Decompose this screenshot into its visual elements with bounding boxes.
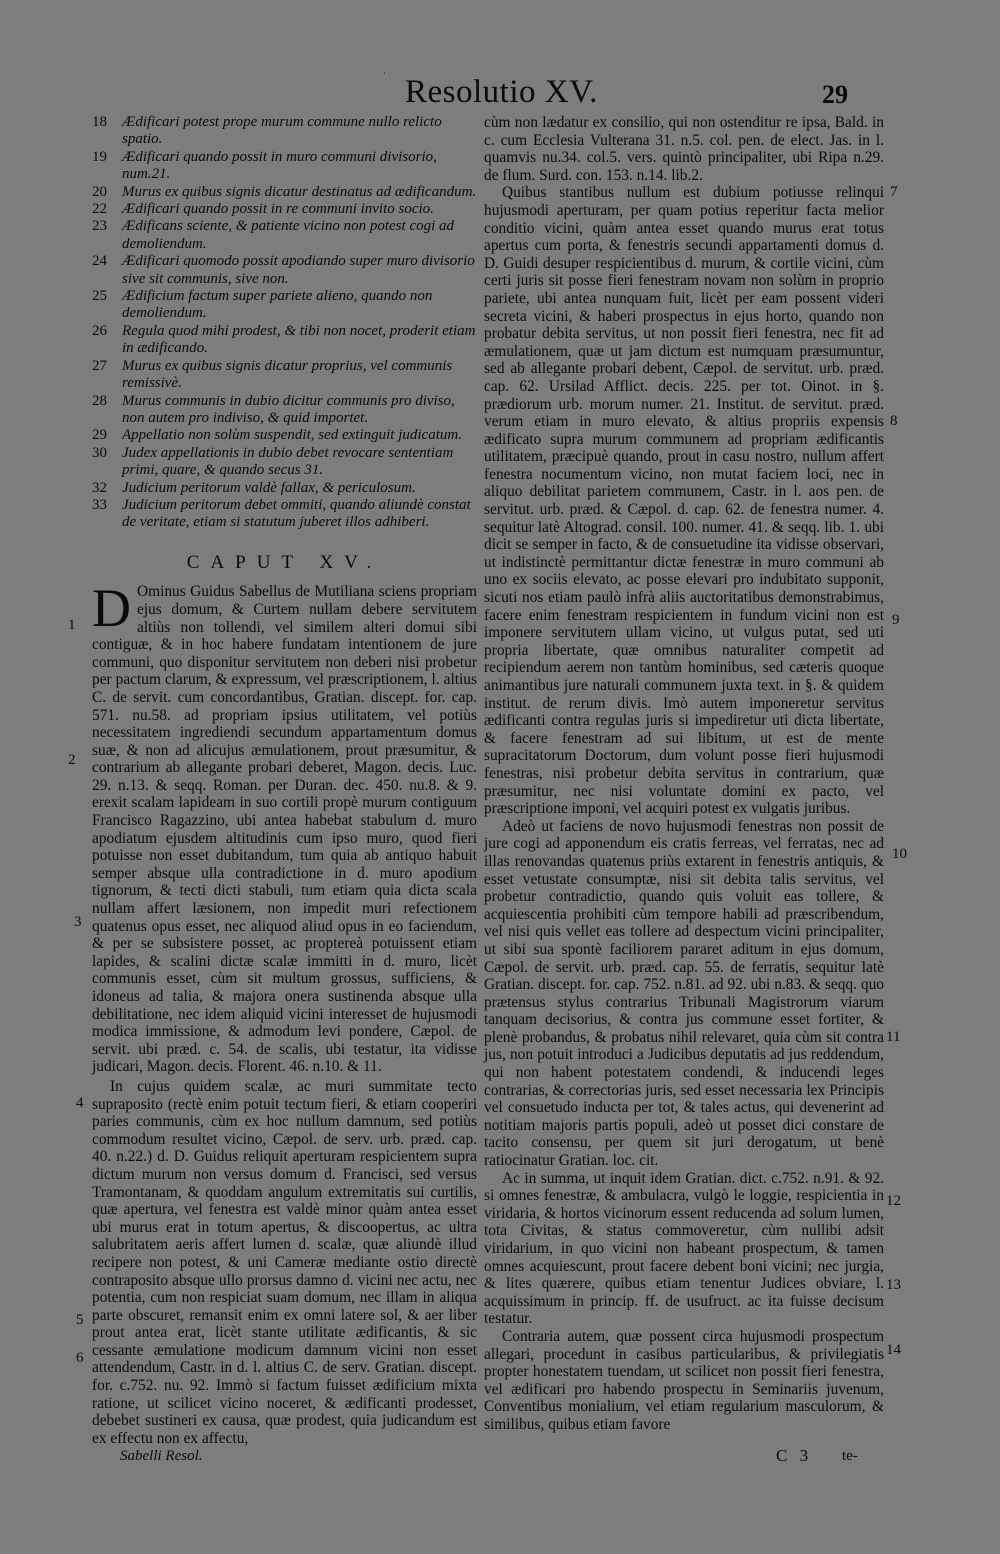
summary-number: 22 <box>92 201 107 218</box>
summary-number: 27 <box>92 357 107 374</box>
body-paragraph: In cujus quidem scalæ, ac muri summitate tecto supraposito (rectè enim potuit tectum fieri, & etiam cooperiri paries communis, cùm ex hoc nullum damnum, sed potiùs commodum resultet vicino, Cæpol. de serv. urb. præd. cap. 40. n.22.) d. D. Guidus reliquit aperturam respicientem supra dictum murum non versus domum d. Francisci, sed versus Tramontanam, & quoddam angulum extremitatis sui curtilis, quæ apertura, vel fenestra est valdè minor quàm antea esset ubi murus erat in totum apertus, & discoopertus, ac ultra salubritatem aeris affert lumen d. scalæ, quæ aliundè illud recipere non potest, & uni Cameræ mediante ostio directè contraposito absque ullo prorsus damno d. vicini nec actu, nec potentia, cum non respiciat suam domum, nec illam in aliqua parte obscuret, remansit enim ex omni latere sol, & aer liber prout antea erat, licèt stante utilitate ædificantis, & sic cessante æmulatione modicum damnum vicini non esset attendendum, Castr. in d. l. altius C. de serv. Gratian. discept. for. c.752. nu. 92. Immò si factum fuisset ædificium mixta ratione, ut scilicet vicino noceret, & ædificanti prodesset, debebet sustineri ex causa, quæ prodest, quia judicandum est ex effectu non ex affectu, <box>92 1077 477 1447</box>
summary-item <box>92 427 477 444</box>
summary-text: Judicium peritorum valdè fallax, & periculosum. <box>122 479 416 496</box>
summary-text: Regula quod mihi prodest, & tibi non nocet, proderit etiam in ædificando. <box>122 322 476 357</box>
right-column <box>484 114 884 1434</box>
summary-number: 26 <box>92 322 107 339</box>
summary-item <box>92 497 477 532</box>
summary-item <box>92 114 477 149</box>
body-paragraph: Quibus stantibus nullum est dubium potiusse relinqui hujusmodi aperturam, per quam potius reperitur facta melior conditio vicini, quàm antea esset quando murus erat totus apertus cum porta, & fenestris secundi appartamenti domus d. D. Guidi desuper respicientibus d. murum, & cortile vicini, cùm certi juris sit posse fieri fenestram novam non solùm in proprio pariete, ubi antea nunquam fuit, licèt per eam possent videri secreta vicini, & haberi prospectus in ejus horto, quando non probatur debita servitus, ut non possit fieri fenestra, nec fit ad æmulationem, quæ ut jam dictum est numquam præsumuntur, sed ab allegante probari debent, Cæpol. de servitut. urb. præd. cap. 62. Ursilad Afflict. decis. 225. per tot. Oinot. in §. prædiorum urb. morum numer. 21. Institut. de servitut. præd. verum etiam in muro elevato, & altius propriis expensis ædificato supra murum communem ad propriam ædificantis utilitatem, præcipuè quando, prout in casu nostro, nullum affert fenestra nocumentum vicino, non mutat faciem loci, nec in aliquo debilitat parietem communem, Castr. in l. aos pen. de servitut. urb. præd. & Cæpol. d. cap. 62. de fenestra numer. 4. sequitur latè Altograd. consil. 100. numer. 41. & seqq. lib. 1. ubi dicit se semper in facto, & de consuetudine ita vidisse observari, ut indistinctè permittantur dictæ fenestræ in muro communi ab uno ex sociis elevato, ac posse elevari pro indubitato supponit, sicuti nos etiam paulò infrà aliis auctoritatibus demonstrabimus, facere enim fenestram respicientem in fundum vicini non est imponere servitutem ullam vicino, ut vulgus putat, sed uti propria libertate, quæ omnibus naturaliter competit ad recipiendum aerem non tantùm hominibus, sed cæteris quoque animantibus jure naturali communem juxta text. in §. & quidem institut. de rerum divis. Imò autem imponeretur servitus ædificanti contra regulas juris si impediretur uti dicta libertate, & facere fenestram ad sui libitum, ut est de mente supracitatorum Doctorum, dum volunt posse fieri hujusmodi fenestras, nisi probetur debita servitus in contrarium, quæ præsumitur, nec nisi voluntate domini ex pacto, vel præscriptione imponi, vel acquiri potest ex vulgatis juribus. <box>484 184 884 818</box>
margin-number: 3 <box>74 914 82 930</box>
summary-number: 33 <box>92 496 107 513</box>
summary-number: 32 <box>92 479 107 496</box>
ornament-speck: . <box>383 66 386 77</box>
margin-number: 11 <box>886 1029 901 1045</box>
signature-line: Sabelli Resol. <box>120 1448 203 1464</box>
summary-number: 29 <box>92 427 107 444</box>
page-number: 29 <box>822 80 848 109</box>
summary-number: 19 <box>92 148 107 165</box>
summary-item <box>92 445 477 480</box>
drop-cap: D <box>92 578 131 639</box>
summary-number: 25 <box>92 288 107 305</box>
paragraph-text: Ominus Guidus Sabellus de Mutiliana sciens propriam ejus domum, & Curtem nullam debere servitutem altiùs non tollendi, vel similem alteri domui sibi contiguæ, & in hoc habere fundatam intentionem de jure communi, quo disponitur servitutem non deberi nisi probetur per pactum clarum, & expressum, vel præscriptionem, l. altius C. de servit. cum concordantibus, Gratian. discept. for. cap. 571. nu.58. ad propriam ipsius utilitatem, vel potiùs necessitatem ingrediendi secundum appartamentum domus suæ, & non ad alicujus æmulationem, prout præsumitur, & contrarium ab allegante probari deberet, Magon. decis. Luc. 29. n.13. & seqq. Roman. per Duran. dec. 450. nu.8. & 9. erexit scalam lapideam in suo cortili propè murum contiguum Francisco Ragazzino, ubi antea habebat stabulum d. muro apodiatum ejusdem altitudinis cum ipso muro, quod fieri potuisse non esset dubitandum, tum quia ab antiquo habuit semper absque ulla contradictione in d. muro apodium tignorum, & tecti dicti stabuli, tum etiam quia dicta scala nullam affert læsionem, non impedit muri refectionem quatenus opus esset, nec aliquod aliud opus in eo faciendum, & per se subsistere posset, ac proptereà potuissent etiam lapides, & scalini dictæ scalæ immitti in d. muro, licèt communis esset, cùm sit multum grossus, sufficiens, & idoneus ad talia, & majora onera sustinenda absque ulla debilitatione, nec idem aliquid vicini interesset de hujusmodi modica immissione, & admodum levi pondere, Cæpol. de servit. ubi præd. c. 54. de scalis, ubi testatur, ita vidisse judicari, Magon. decis. Florent. 46. n.10. & 11. <box>92 583 477 1076</box>
summary-text: Appellatio non solùm suspendit, sed extinguit judicatum. <box>122 427 462 444</box>
left-column <box>92 114 477 1447</box>
margin-number: 7 <box>890 184 898 200</box>
summary-number: 30 <box>92 444 107 461</box>
summary-text: Ædificans sciente, & patiente vicino non potest cogi ad demoliendum. <box>122 218 455 252</box>
summary-number: 23 <box>92 218 107 235</box>
summary-number: 20 <box>92 183 107 200</box>
margin-number: 6 <box>76 1350 84 1366</box>
summary-text: Ædificari quando possit in muro communi divisorio, num.21. <box>122 148 437 183</box>
summary-number: 24 <box>92 253 107 270</box>
summary-item <box>92 253 477 288</box>
summary-text: Murus ex quibus signis dicatur proprius, vel communis remissivè. <box>122 357 453 392</box>
running-title: Resolutio XV. <box>405 74 598 110</box>
summary-item <box>92 218 477 253</box>
summary-text: Judicium peritorum debet ommiti, quando aliundè constat de veritate, etiam si statutum juberet illos adhiberi. <box>122 496 471 531</box>
summary-text: Ædificari quomodo possit apodiando super muro divisorio sive sit communis, sive non. <box>122 253 475 287</box>
margin-number: 4 <box>76 1095 84 1111</box>
summary-item <box>92 184 477 201</box>
margin-number: 1 <box>68 617 76 633</box>
body-paragraph: Contraria autem, quæ possent circa hujusmodi prospectum allegari, procedunt in casibus particularibus, & privilegiatis propter honestatem tuendam, ut scilicet non possit fieri fenestra, vel ædificari pro habendo prospectu in Seminariis juvenum, Conventibus monialium, vel etiam regularium masculorum, & similibus, quibus etiam favore <box>484 1327 884 1433</box>
body-paragraph: Adeò ut faciens de novo hujusmodi fenestras non possit de jure cogi ad apponendum eis cratis ferreas, vel ferratas, nec ad illas renovandas quatenus priùs extarent in fenestris antiquis, & esset vetustate consumptæ, nisi sit debita talis servitus, vel probetur contradictio, quando quis voluit eas tollere, & acquiescentia prohibiti cùm tempore habili ad præscribendum, vel nisi quis vellet eas tollere ad despectum vicini principaliter, ut sibi sua spontè faciliorem pararet aditum in ejus domum, Cæpol. de servit. urb. præd. cap. 55. de ferratis, sequitur latè Gratian. discept. for. cap. 752. n.81. ad 92. ubi n.83. & seqq. quo prætensus stylus contrarius Tribunali Magistrorum viarum tanquam decisorius, & contra jus commune esset fortiter, & plenè probandus, & probatus nihil relevaret, quia cùm sit contra jus, non potuit introduci a Judicibus deputatis ad jus reddendum, qui non habent potestatem condendi, & inducendi leges contrarias, & correctorias juris, sed esset necessaria lex Principis vel consuetudo inducta per tot, & tales actus, qui devenerint ad notitiam majoris partis populi, adeò ut posset dici constare de tacito consensu, per quem sit juri derogatum, ut benè ratiocinatur Gratian. loc. cit. <box>484 817 884 1170</box>
page-header <box>0 74 1000 114</box>
chapter-heading: CAPUT XV. <box>186 551 383 573</box>
margin-number: 10 <box>892 846 907 862</box>
margin-number: 5 <box>76 1312 84 1328</box>
summary-item <box>92 393 477 428</box>
summary-item <box>92 288 477 323</box>
margin-number: 13 <box>886 1277 901 1293</box>
summary-text: Ædificium factum super pariete alieno, quando non demoliendum. <box>122 288 433 322</box>
margin-number: 12 <box>886 1193 901 1209</box>
body-paragraph <box>92 578 477 1076</box>
margin-number: 14 <box>886 1342 901 1358</box>
summary-number: 18 <box>92 114 107 130</box>
summary-list <box>92 114 477 532</box>
margin-number: 8 <box>890 413 898 429</box>
summary-text: Ædificari quando possit in re communi invito socio. <box>122 201 434 218</box>
margin-number: 9 <box>892 612 900 628</box>
body-paragraph: cùm non lædatur ex consilio, qui non ostenditur re ipsa, Bald. in c. cum Ecclesia Vulterana 31. n.5. col. pen. de elect. Jas. in l. quamvis nu.34. col.5. vers. quintò principaliter, ubi Ripa n.29. de flum. Surd. con. 153. n.14. lib.2. <box>484 114 884 184</box>
summary-item <box>92 201 477 218</box>
summary-text: Murus communis in dubio dicitur communis pro diviso, non autem pro indiviso, & quid importet. <box>122 392 455 426</box>
summary-text: Ædificari potest prope murum commune nullo relicto spatio. <box>122 114 442 148</box>
summary-item <box>92 149 477 184</box>
body-paragraph: Ac in summa, ut inquit idem Gratian. dict. c.752. n.91. & 92. si omnes fenestræ, & ambulacra, vulgò le loggie, respicientia in viridaria, & hortos vicinorum essent reducenda ad solum lumen, tota Civitas, & status commoveretur, cùm nullibi adsit viridarium, in quo vicini non habeant prospectum, & tamen omnes acquiescunt, prout facere debent boni vicini; nec jurgia, & lites quærere, quibus etiam tenentur Judices obviare, l. acquissimum in princip. ff. de usufruct. ac ita fuisse decisum testatur. <box>484 1169 884 1328</box>
summary-item <box>92 323 477 358</box>
catchword: te- <box>842 1448 858 1464</box>
summary-text: Murus ex quibus signis dicatur destinatus ad ædificandum. <box>122 183 477 200</box>
signature-mark: C 3 <box>776 1446 813 1465</box>
summary-item <box>92 358 477 393</box>
summary-number: 28 <box>92 392 107 409</box>
summary-text: Judex appellationis in dubio debet revocare sententiam primi, quare, & quando secus 31. <box>122 444 454 479</box>
summary-item <box>92 480 477 497</box>
margin-number: 2 <box>68 752 76 768</box>
